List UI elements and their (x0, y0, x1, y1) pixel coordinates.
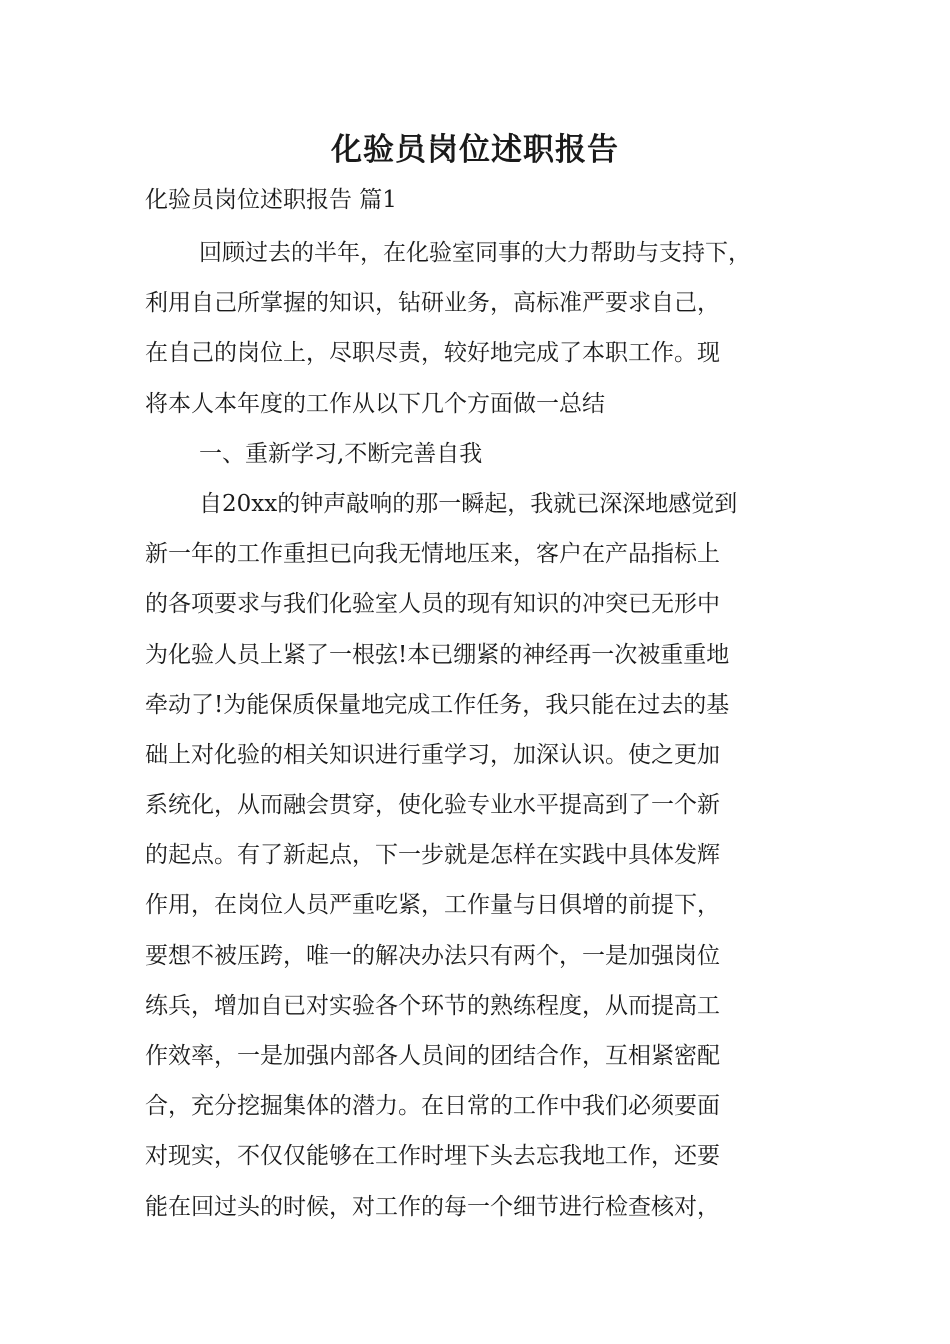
paragraph-line: 利用自己所掌握的知识，钻研业务，高标准严要求自己， (145, 290, 720, 317)
paragraph-line: 练兵，增加自已对实验各个环节的熟练程度，从而提高工 (145, 992, 720, 1019)
section-heading: 化验员岗位述职报告 篇1 (145, 187, 397, 213)
paragraph-line: 自20xx的钟声敲响的那一瞬起，我就已深深地感觉到 (199, 490, 738, 517)
section-heading-line: 一、重新学习,不断完善自我 (199, 440, 483, 467)
paragraph-line: 在自己的岗位上，尽职尽责，较好地完成了本职工作。现 (145, 340, 720, 367)
paragraph-line: 的各项要求与我们化验室人员的现有知识的冲突已无形中 (145, 591, 720, 618)
paragraph-line: 为化验人员上紧了一根弦!本已绷紧的神经再一次被重重地 (145, 641, 730, 668)
paragraph-line: 作用，在岗位人员严重吃紧，工作量与日俱增的前提下， (145, 892, 720, 919)
paragraph-line: 的起点。有了新起点，下一步就是怎样在实践中具体发辉 (145, 842, 720, 869)
paragraph-line: 对现实，不仅仅能够在工作时埋下头去忘我地工作，还要 (145, 1143, 720, 1170)
paragraph-line: 础上对化验的相关知识进行重学习，加深认识。使之更加 (145, 741, 720, 768)
paragraph-line: 新一年的工作重担已向我无情地压来，客户在产品指标上 (145, 541, 720, 568)
paragraph-line: 作效率，一是加强内部各人员间的团结合作，互相紧密配 (145, 1043, 720, 1069)
paragraph-line: 要想不被压跨，唯一的解决办法只有两个，一是加强岗位 (145, 942, 720, 969)
document-title: 化验员岗位述职报告 (331, 132, 619, 168)
paragraph-line: 能在回过头的时候，对工作的每一个细节进行检查核对， (145, 1193, 720, 1220)
paragraph-line: 回顾过去的半年，在化验室同事的大力帮助与支持下， (199, 240, 751, 266)
paragraph-line: 将本人本年度的工作从以下几个方面做一总结 (145, 390, 605, 417)
paragraph-line: 牵动了!为能保质保量地完成工作任务，我只能在过去的基 (145, 691, 730, 718)
paragraph-line: 系统化，从而融会贯穿，使化验专业水平提高到了一个新 (145, 792, 720, 819)
paragraph-line: 合，充分挖掘集体的潜力。在日常的工作中我们必须要面 (145, 1093, 720, 1120)
body-text (145, 228, 835, 1232)
